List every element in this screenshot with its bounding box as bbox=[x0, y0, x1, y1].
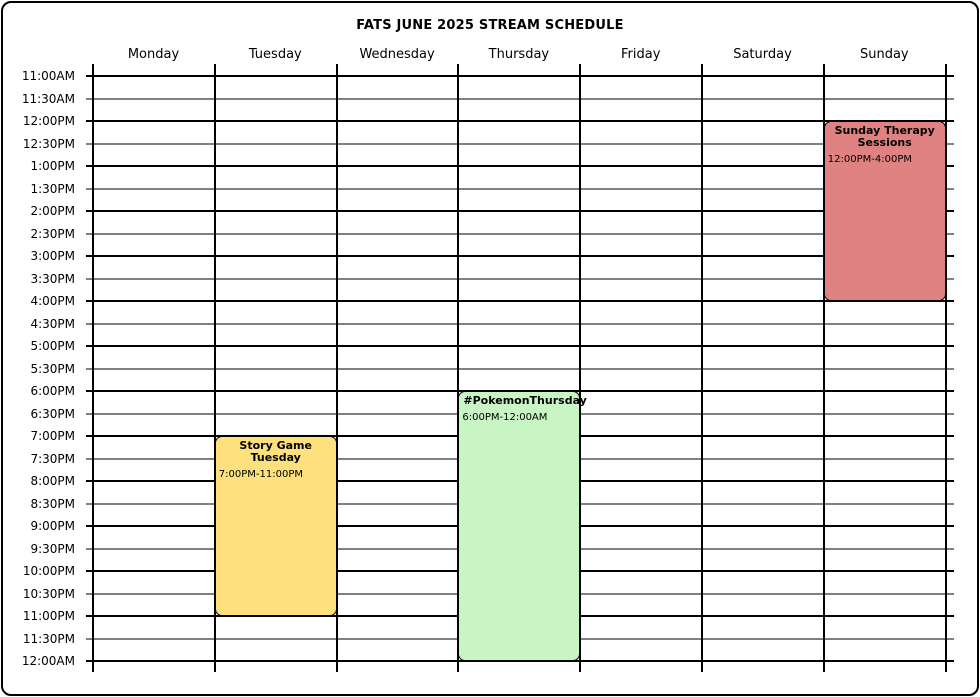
time-label: 4:00PM bbox=[30, 294, 75, 308]
time-label: 3:30PM bbox=[30, 271, 75, 286]
day-divider bbox=[701, 64, 703, 672]
time-label: 7:30PM bbox=[30, 451, 75, 466]
time-label: 1:00PM bbox=[30, 159, 75, 173]
time-label: 11:30PM bbox=[22, 631, 75, 646]
event-sunday[interactable] bbox=[824, 121, 946, 301]
time-label: 1:30PM bbox=[30, 181, 75, 196]
time-label: 3:00PM bbox=[30, 249, 75, 263]
time-label: 9:30PM bbox=[30, 541, 75, 556]
time-label: 6:30PM bbox=[30, 406, 75, 421]
event-time: 6:00PM-12:00AM bbox=[462, 412, 548, 423]
event-title: Story Game Tuesday bbox=[239, 439, 312, 464]
day-header-thursday: Thursday bbox=[488, 47, 550, 62]
time-label: 9:00PM bbox=[30, 519, 75, 533]
time-label: 11:00PM bbox=[22, 609, 75, 623]
time-label: 6:00PM bbox=[30, 384, 75, 398]
time-label: 10:00PM bbox=[22, 564, 75, 578]
time-label: 11:00AM bbox=[21, 69, 75, 83]
event-tuesday[interactable] bbox=[215, 436, 337, 616]
time-label: 12:30PM bbox=[22, 136, 75, 151]
day-header-wednesday: Wednesday bbox=[359, 47, 435, 62]
time-label: 2:30PM bbox=[30, 226, 75, 241]
event-thursday[interactable] bbox=[458, 391, 587, 661]
time-label: 12:00AM bbox=[21, 654, 75, 668]
schedule-title: FATS JUNE 2025 STREAM SCHEDULE bbox=[356, 18, 624, 33]
event-time: 12:00PM-4:00PM bbox=[827, 154, 912, 165]
day-header-sunday: Sunday bbox=[859, 47, 909, 62]
time-label: 11:30AM bbox=[21, 91, 75, 106]
event-title: Sunday Therapy Sessions bbox=[834, 124, 935, 149]
day-header-monday: Monday bbox=[127, 47, 180, 62]
time-label: 8:00PM bbox=[30, 474, 75, 488]
time-label: 7:00PM bbox=[30, 429, 75, 443]
event-time: 7:00PM-11:00PM bbox=[218, 469, 303, 480]
time-label: 12:00PM bbox=[22, 114, 75, 128]
time-label: 2:00PM bbox=[30, 204, 75, 218]
day-header-friday: Friday bbox=[620, 47, 661, 62]
day-header-tuesday: Tuesday bbox=[248, 47, 302, 62]
time-label: 4:30PM bbox=[30, 316, 75, 331]
time-label: 10:30PM bbox=[22, 586, 75, 601]
day-divider bbox=[92, 64, 94, 672]
time-label: 5:00PM bbox=[30, 339, 75, 353]
day-header-saturday: Saturday bbox=[733, 47, 792, 62]
time-label: 8:30PM bbox=[30, 496, 75, 511]
event-title: #PokemonThursday bbox=[463, 394, 587, 407]
time-label: 5:30PM bbox=[30, 361, 75, 376]
